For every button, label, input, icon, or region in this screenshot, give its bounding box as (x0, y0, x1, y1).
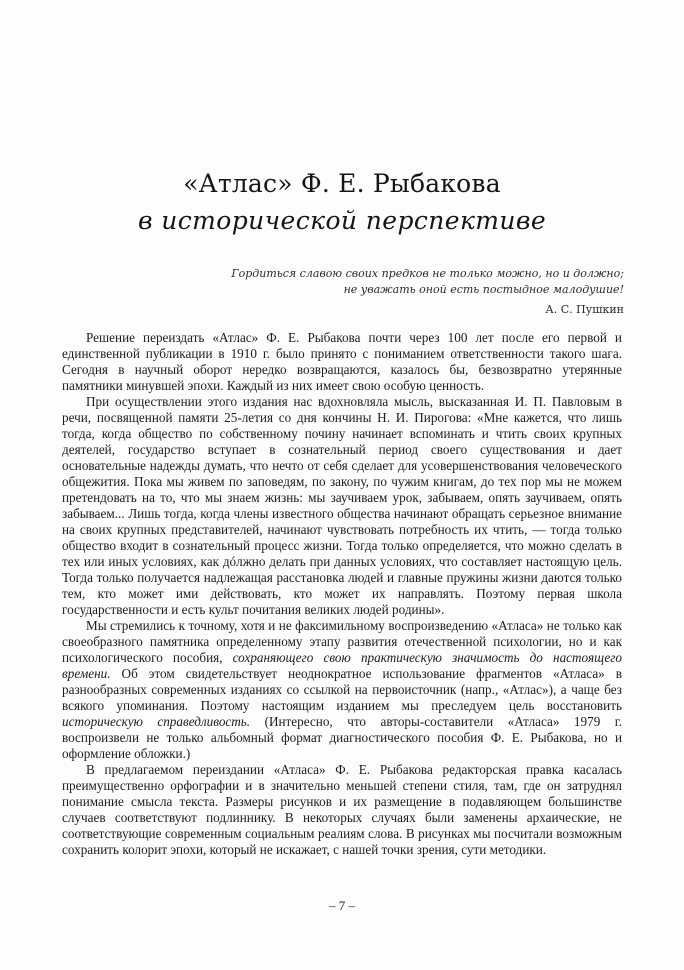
emphasized-text: сохраняющего свою практическую значимость до настоящего времени. (62, 650, 622, 681)
epigraph (200, 266, 624, 318)
emphasized-text: историческую справедливость. (62, 714, 251, 729)
page-number: – 7 – (329, 898, 355, 913)
title-line-1: «Атлас» Ф. Е. Рыбакова (183, 169, 501, 198)
chapter-title (0, 168, 684, 238)
paragraph (62, 618, 622, 762)
paragraph-text: (Интересно, что авторы-составители «Атласа» 1979 г. воспроизвели не только альбомный формат диагностического пособия Ф. Е. Рыбакова, но и оформление обложки.) (62, 714, 622, 761)
paragraph-text: В предлагаемом переиздании «Атласа» Ф. Е. Рыбакова редакторская правка касалась преимущественно орфографии и в значительно меньшей степени стиля, там, где он затруднял понимание смысла текста. Размеры рисунков и их размещение в подавляющем большинстве случаев соответствуют подлиннику. В некоторых случаях были заменены архаические, не соответствующие современным социальным реалиям слова. В рисунках мы посчитали возможным сохранить колорит эпохи, который не искажает, с нашей точки зрения, сути методики. (62, 762, 622, 857)
epigraph-quote-line-2: не уважать оной есть постыдное малодушие! (343, 283, 624, 296)
paragraph-text: Решение переиздать «Атлас» Ф. Е. Рыбакова почти через 100 лет после его первой и единственной публикации в 1910 г. было принято с пониманием ответственности такого шага. Сегодня в научный оборот нередко возвращаются, казалось бы, безвозвратно утерянные памятники минувшей эпохи. Каждый из них имеет свою особую ценность. (62, 330, 622, 393)
paragraph (62, 762, 622, 858)
paragraph-text: Об этом свидетельствует неоднократное использование фрагментов «Атласа» в разнообразных современных изданиях со ссылкой на первоисточник (напр., «Атлас»), а чаще без всякого упоминания. Поэтому настоящим изданием мы преследуем цель восстановить (62, 666, 622, 713)
title-line-2: в исторической перспективе (137, 206, 547, 235)
paragraph-text: При осуществлении этого издания нас вдохновляла мысль, высказанная И. П. Павловым в речи, посвященной памяти 25-летия со дня кончины Н. И. Пирогова: «Мне кажется, что лишь тогда, когда общество по собственному почину начинает вспоминать и чтить своих крупных деятелей, государство вступает в сознательный период своего существования и дает основательные надежды думать, что нечто от себя сделает для усовершенствования человеческого общежития. Пока мы живем по заповедям, по закону, по чужим книгам, до тех пор мы не можем претендовать на то, что мы знаем жизнь: мы заучиваем урок, забываем, опять заучиваем, опять забываем... Лишь тогда, когда члены известного общества начинают обращать серьезное внимание на своих крупных представителей, начинают чувствовать потребность их чтить, — тогда только общество входит в сознательный процесс жизни. Тогда только определяется, что можно сделать в тех или иных условиях, как дóлжно делать при данных условиях, что составляет настоящую цель. Тогда только получается надлежащая расстановка людей и главные пружины жизни даются только тем, кто может ими действовать, кто может их направлять. Поэтому первая школа государственности и есть культ почитания великих людей родины». (62, 394, 622, 617)
paragraph (62, 330, 622, 394)
epigraph-quote-line-1: Гордиться славою своих предков не только можно, но и должно; (231, 267, 624, 280)
epigraph-author: А. С. Пушкин (545, 303, 624, 316)
paragraph (62, 394, 622, 618)
body-text (62, 330, 622, 858)
paragraph-text: Мы стремились к точному, хотя и не факсимильному воспроизведению «Атласа» не только как своеобразного памятника определенному этапу развития отечественной психологии, но и как психологического пособия, (62, 618, 622, 665)
